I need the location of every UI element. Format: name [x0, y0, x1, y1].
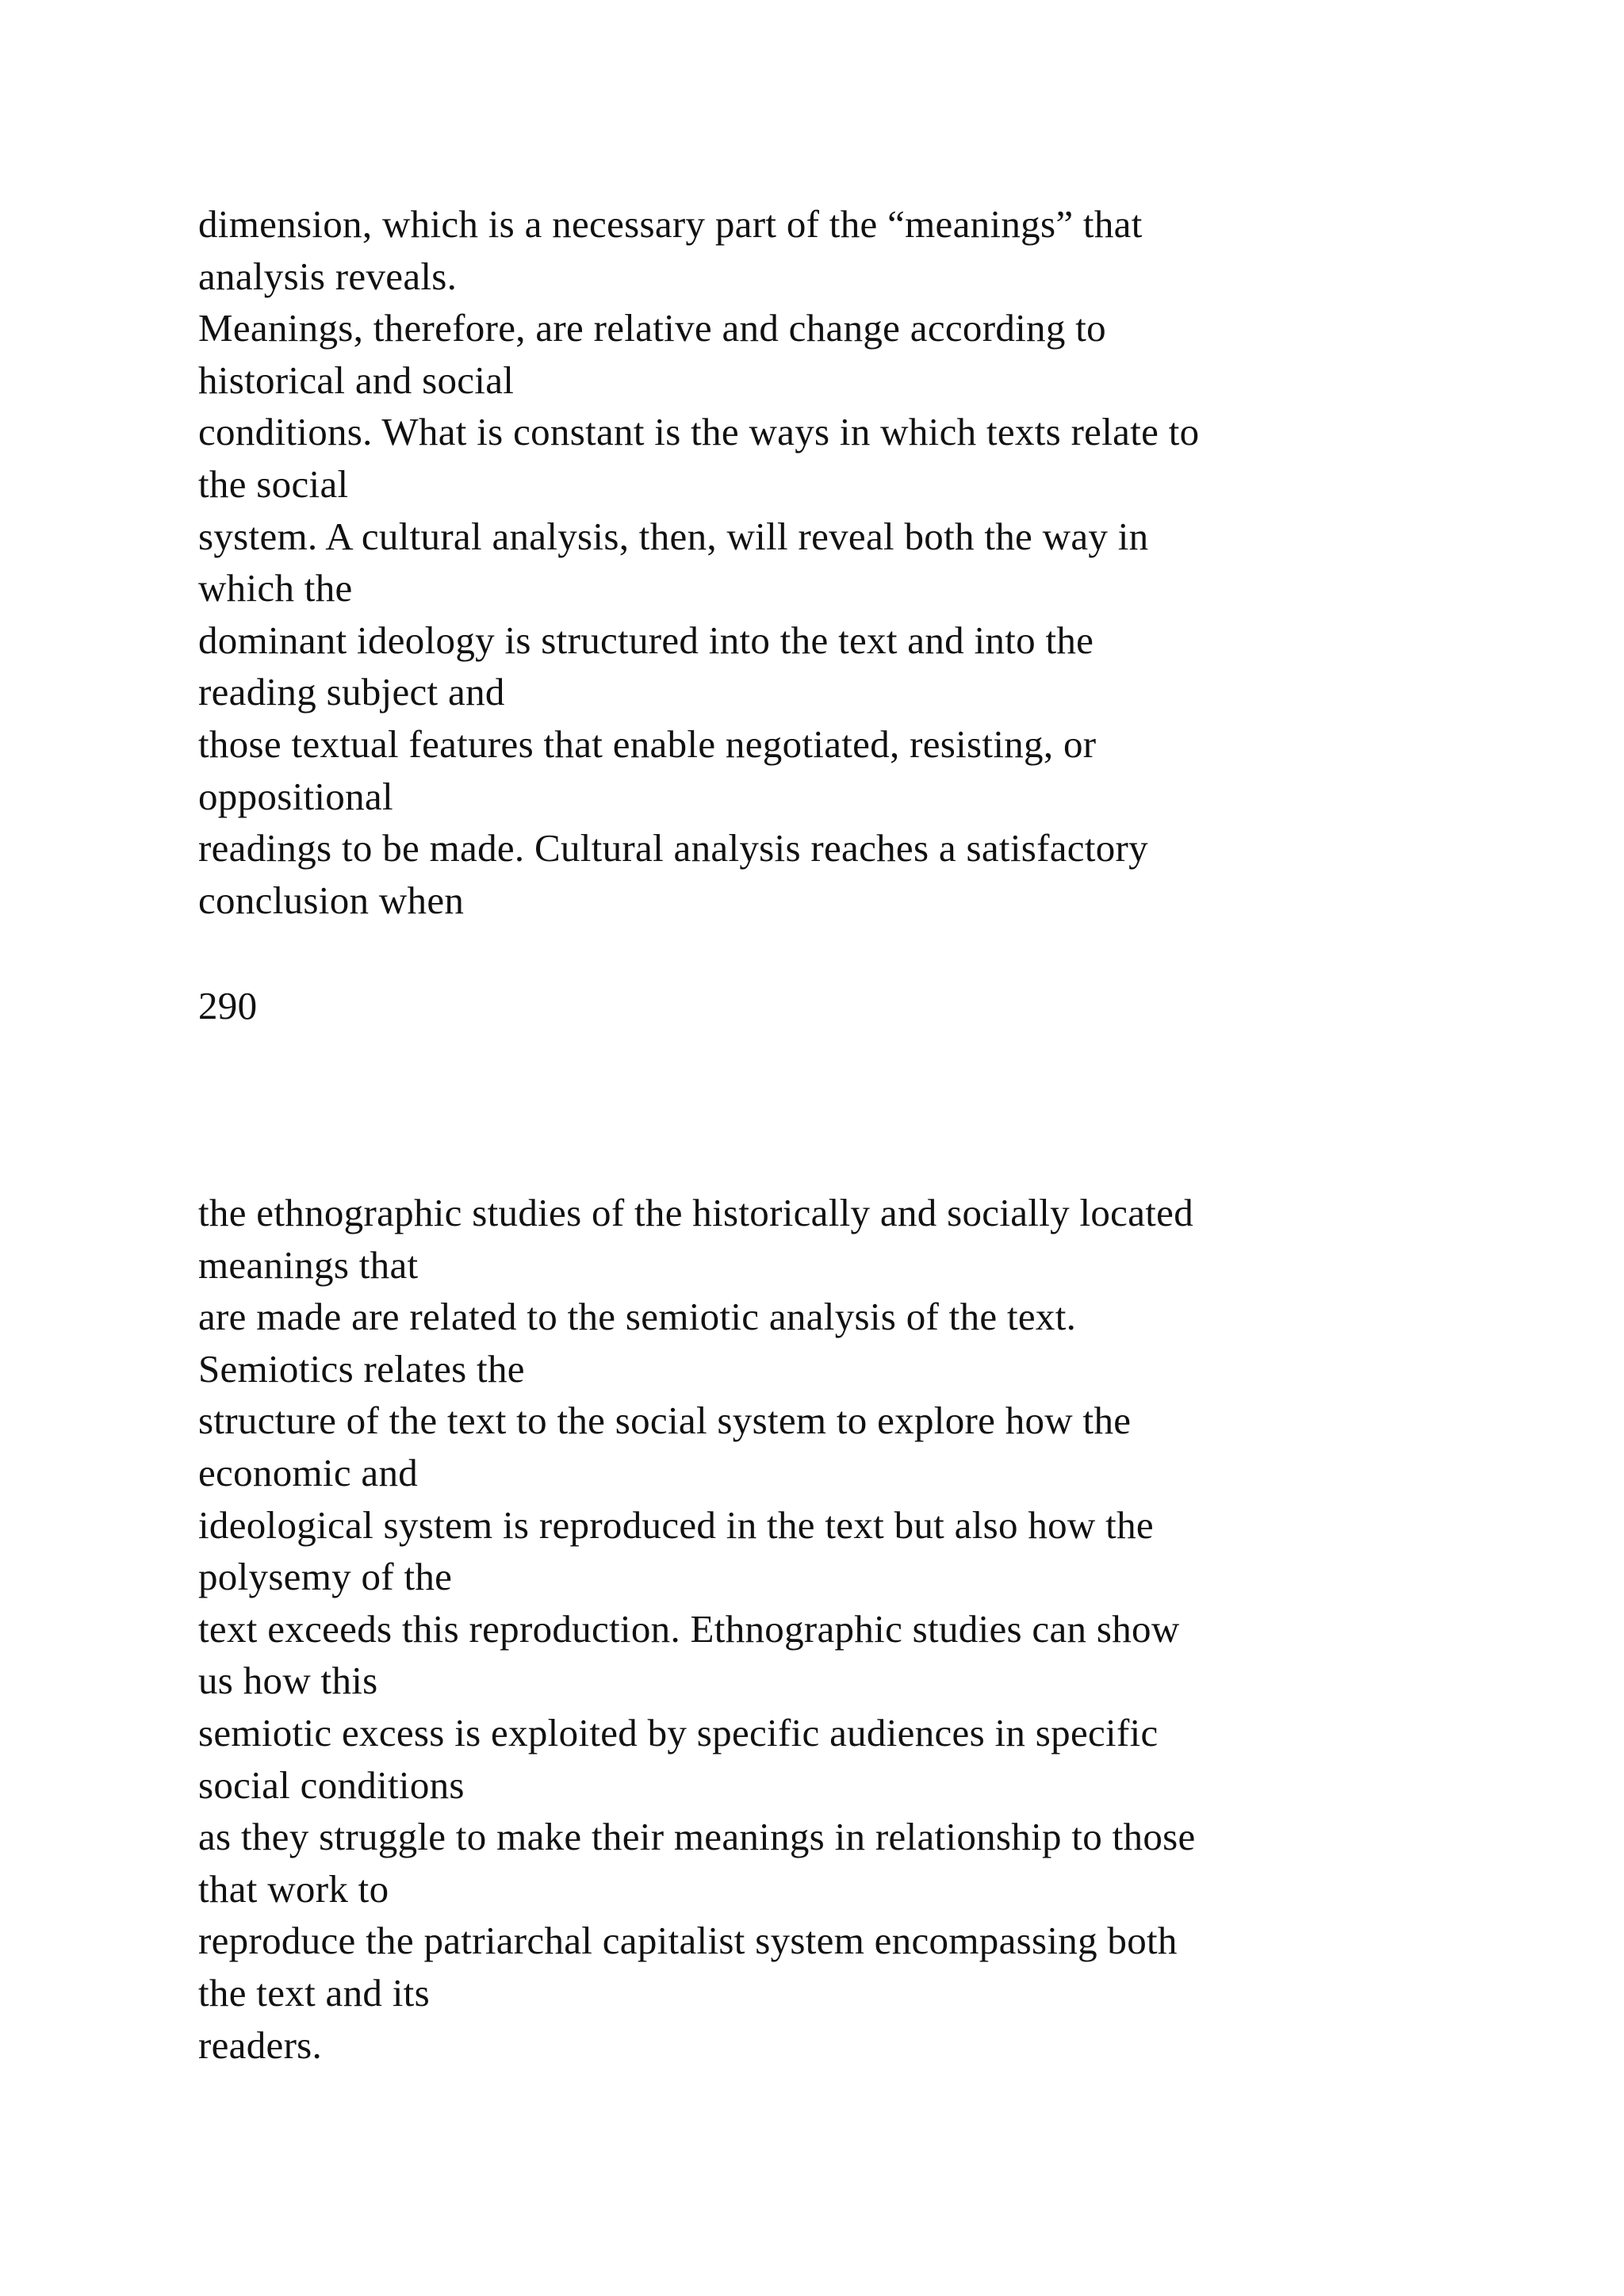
page-number: [198, 980, 257, 1032]
text-line: economic and: [198, 1450, 419, 1494]
text-line: those textual features that enable negotiated, resisting, or: [198, 721, 1097, 766]
text-line: readings to be made. Cultural analysis reaches a satisfactory: [198, 826, 1148, 871]
text-line: the text and its: [198, 1970, 430, 2015]
text-line: are made are related to the semiotic analysis of the text.: [198, 1295, 1077, 1339]
text-line: semiotic excess is exploited by specific audiences in specific: [198, 1710, 1159, 1755]
text-line: ideological system is reproduced in the text but also how the: [198, 1502, 1154, 1547]
text-line: readers.: [198, 2022, 323, 2067]
text-line: Semiotics relates the: [198, 1346, 525, 1391]
text-line: reading subject and: [198, 670, 505, 714]
text-line: reproduce the patriarchal capitalist system encompassing both: [198, 1919, 1178, 1963]
text-line: conditions. What is constant is the ways in which texts relate to: [198, 410, 1200, 454]
text-line: the ethnographic studies of the historically and socially located: [198, 1191, 1194, 1234]
text-line: structure of the text to the social system to explore how the: [198, 1399, 1132, 1443]
text-line: Meanings, therefore, are relative and change according to: [198, 306, 1106, 350]
text-line: analysis reveals.: [198, 254, 458, 298]
text-line: dominant ideology is structured into the text and into the: [198, 618, 1094, 662]
text-line: which the: [198, 566, 353, 610]
page-number-text: 290: [198, 984, 258, 1027]
text-line: the social: [198, 461, 349, 506]
text-line: polysemy of the: [198, 1555, 453, 1599]
text-line: oppositional: [198, 774, 393, 818]
text-line: social conditions: [198, 1762, 465, 1807]
text-line: that work to: [198, 1866, 389, 1911]
text-block-top: [198, 198, 1199, 926]
text-line: conclusion when: [198, 878, 465, 922]
text-line: us how this: [198, 1659, 378, 1703]
text-line: historical and social: [198, 358, 515, 402]
text-line: dimension, which is a necessary part of the “meanings” that: [198, 202, 1143, 246]
text-line: as they struggle to make their meanings in relationship to those: [198, 1815, 1196, 1859]
text-line: meanings that: [198, 1242, 419, 1287]
text-line: text exceeds this reproduction. Ethnographic studies can show: [198, 1606, 1180, 1651]
text-block-bottom: [198, 1187, 1196, 2071]
text-line: system. A cultural analysis, then, will reveal both the way in: [198, 514, 1149, 558]
